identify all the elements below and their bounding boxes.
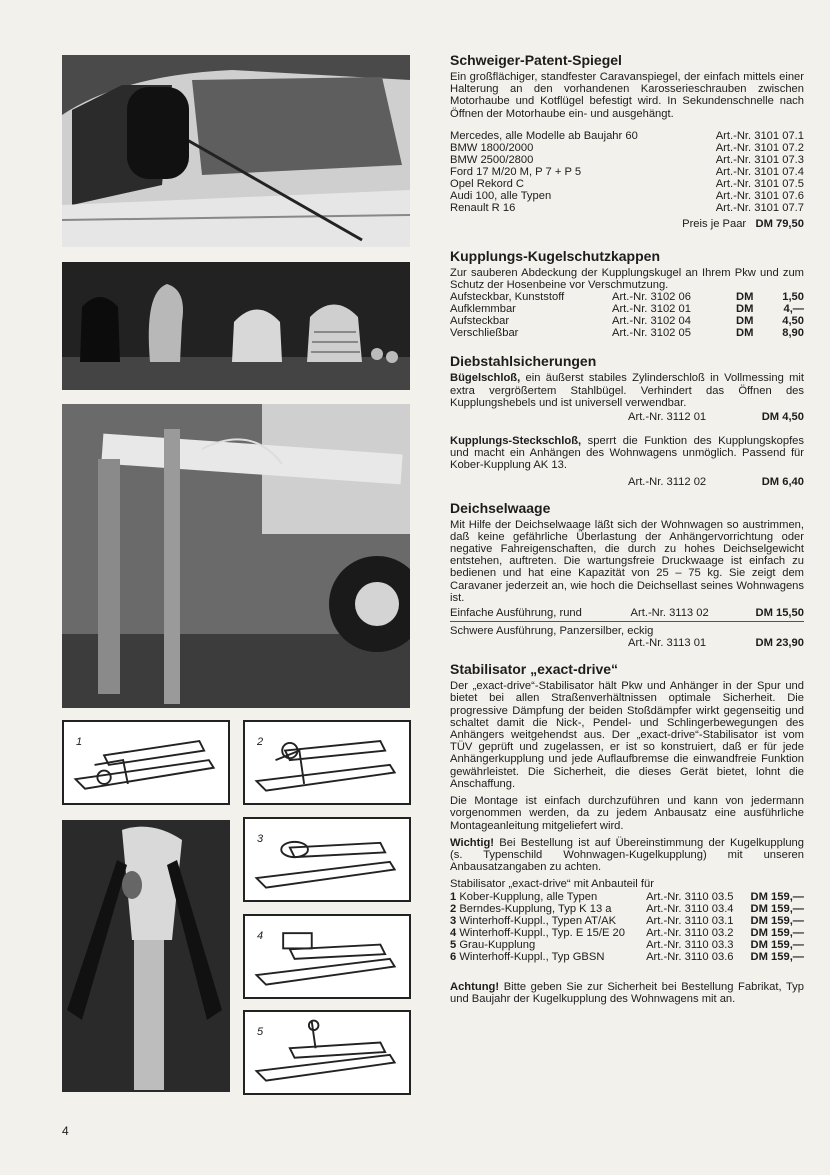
article-number: Art.-Nr. 3102 05	[611, 327, 691, 340]
diagram-5	[243, 1010, 411, 1095]
item-name: Winterhoff-Kuppl., Typ. E 15/E 20	[459, 926, 625, 939]
section-scale	[450, 500, 804, 650]
table-row	[450, 891, 804, 903]
price-value: DM 159,—	[750, 890, 804, 903]
price-value: DM 159,—	[750, 902, 804, 915]
item-number: 6	[450, 950, 457, 963]
table-row	[450, 291, 804, 303]
article-number: Art.-Nr. 3102 06	[611, 291, 691, 304]
article-number: Art.-Nr. 3101 07.7	[715, 201, 804, 214]
diagram-number: 3	[257, 833, 264, 845]
diagram-1	[62, 720, 230, 805]
price-value: 1,50	[782, 291, 804, 304]
price-row	[450, 476, 804, 488]
section-text: Mit Hilfe der Deichselwaage läßt sich der Wohnwagen so austrimmen, daß keine gefährliche Überlastung der Anhängervorrichtung oder negative Fahreigenschaften, die durch zu hohes Deichselgewicht entstehen, auftreten. Die wartungsfreie Druckwaage ist einfach zu bedienen und hat eine Kapazität von 25 – 75 kg. Sie zeigt dem Caravaner jederzeit an, wie hoch die Deichsellast seines Wohnwagens ist.	[450, 518, 804, 604]
price-value: DM 79,50	[755, 217, 804, 230]
table-row	[450, 303, 804, 315]
article-number: Art.-Nr. 3110 03.5	[646, 890, 734, 903]
price-value: DM 159,—	[750, 950, 804, 963]
section-title: Diebstahlsicherungen	[450, 353, 597, 370]
photo-stabilizer	[62, 820, 230, 1092]
diagram-number: 4	[257, 930, 264, 942]
model-name: Ford 17 M/20 M, P 7 + P 5	[450, 165, 582, 178]
price-row	[450, 637, 804, 649]
model-name: BMW 1800/2000	[450, 141, 534, 154]
price-value: DM 15,50	[755, 607, 804, 620]
table-row	[450, 637, 804, 649]
table-row	[450, 154, 804, 166]
item-name: Einfache Ausführung, rund	[450, 607, 582, 620]
price-value: 4,50	[782, 315, 804, 328]
section-stabilizer	[450, 661, 804, 1005]
price-value: 8,90	[782, 327, 804, 340]
model-name: Audi 100, alle Typen	[450, 189, 552, 202]
attention-text: Bitte geben Sie zur Sicherheit bei Bestellung Fabrikat, Typ und Baujahr der Kugelkupplung des Wohnwagens mit an.	[450, 980, 804, 1005]
text-column	[450, 52, 804, 1015]
price-row	[450, 607, 804, 619]
table-row	[450, 476, 804, 488]
item-name: Aufsteckbar	[450, 315, 510, 328]
diagram-4	[243, 914, 411, 999]
price-value: DM 4,50	[761, 411, 804, 424]
table-row	[450, 607, 804, 619]
table-row	[450, 327, 804, 339]
section-caps	[450, 248, 804, 339]
diagram-number: 1	[76, 736, 83, 748]
item-number: 4	[450, 926, 457, 939]
item-name: Aufsteckbar, Kunststoff	[450, 291, 565, 304]
section-text: Zur sauberen Abdeckung der Kupplungskugel an Ihrem Pkw und zum Schutz der Hosenbeine vor Verschmutzung.	[450, 267, 804, 292]
diagram-number: 5	[257, 1026, 264, 1038]
item-name: Winterhoff-Kuppl., Typen AT/AK	[459, 914, 617, 927]
price-value: DM 23,90	[755, 637, 804, 650]
article-number: Art.-Nr. 3101 07.3	[715, 153, 804, 166]
section-title: Schweiger-Patent-Spiegel	[450, 52, 622, 68]
article-number: Art.-Nr. 3113 02	[630, 607, 709, 620]
article-number: Art.-Nr. 3102 01	[611, 303, 691, 316]
model-table	[450, 130, 804, 214]
price-value: 4,—	[783, 303, 804, 316]
table-row	[450, 178, 804, 190]
table-row	[450, 951, 804, 963]
article-number: Art.-Nr. 3110 03.6	[646, 950, 734, 963]
stabilizer-table	[450, 891, 804, 963]
item-block	[450, 621, 804, 649]
article-number: Art.-Nr. 3113 01	[628, 637, 707, 650]
article-number: Art.-Nr. 3110 03.4	[646, 902, 734, 915]
price-value: DM 6,40	[761, 475, 804, 488]
price-label: Preis je Paar	[682, 217, 747, 230]
model-name: BMW 2500/2800	[450, 153, 534, 166]
currency: DM	[736, 303, 754, 316]
table-row	[450, 927, 804, 939]
currency: DM	[736, 327, 754, 340]
item-text: sperrt die Funktion des Kupplungskopfes und macht ein Anhängen des Wohnwagens unmöglich. Passend für Kober-Kupplung AK 13.	[450, 435, 804, 472]
item-name: Berndes-Kupplung, Typ K 13 a	[459, 902, 612, 915]
item-name: Aufklemmbar	[450, 303, 516, 316]
table-row	[450, 315, 804, 327]
item-name: Grau-Kupplung	[459, 938, 536, 951]
section-title: Kupplungs-Kugelschutzkappen	[450, 248, 660, 265]
list-intro: Stabilisator „exact-drive“ mit Anbauteil für	[450, 878, 654, 891]
article-number: Art.-Nr. 3112 02	[628, 475, 707, 488]
table-row	[450, 915, 804, 927]
price-line	[450, 218, 804, 230]
article-number: Art.-Nr. 3112 01	[628, 411, 707, 424]
note-text: Bei Bestellung ist auf Übereinstimmung der Kugelkupplung (s. Typenschild Wohnwagen-Kugelkupplung) mit unseren Anbausatzangaben zu achten.	[450, 836, 804, 874]
price-row	[450, 411, 804, 423]
photo-ball-caps	[62, 262, 410, 390]
section-text	[450, 372, 804, 409]
table-row	[450, 903, 804, 915]
diagram-number: 2	[257, 736, 264, 748]
table-row	[450, 130, 804, 142]
item-name: Kober-Kupplung, alle Typen	[459, 890, 598, 903]
item-name: Kupplungs-Steckschloß,	[450, 435, 582, 448]
article-number: Art.-Nr. 3110 03.3	[646, 938, 734, 951]
caps-table	[450, 291, 804, 339]
article-number: Art.-Nr. 3101 07.6	[715, 189, 804, 202]
article-number: Art.-Nr. 3101 07.5	[715, 177, 804, 190]
article-number: Art.-Nr. 3110 03.2	[646, 926, 734, 939]
section-text: Die Montage ist einfach durchzuführen und kann von jedermann vorgenommen werden, da zu jedem Anbausatz eine ausführliche Montageanleitung mitgeliefert wird.	[450, 795, 804, 832]
section-title: Deichselwaage	[450, 499, 551, 516]
item-number: 5	[450, 938, 457, 951]
price-value: DM 159,—	[750, 914, 804, 927]
model-name: Mercedes, alle Modelle ab Baujahr 60	[450, 129, 638, 142]
article-number: Art.-Nr. 3102 04	[611, 315, 691, 328]
currency: DM	[736, 315, 754, 328]
item-number: 2	[450, 902, 457, 915]
section-text: Ein großflächiger, standfester Caravanspiegel, der einfach mittels einer Halterung an den vorhandenen Karosserieschrauben zwischen Motorhaube und Kotflügel befestigt wird. In Sekundenschnelle nach Öffnen der Motorhaube ein- und ausgehängt.	[450, 71, 804, 120]
item-name: Bügelschloß,	[450, 372, 521, 385]
note	[450, 837, 804, 874]
section-title: Stabilisator „exact-drive“	[450, 661, 619, 678]
price-value: DM 159,—	[750, 926, 804, 939]
item-name: Schwere Ausführung, Panzersilber, eckig	[450, 625, 654, 638]
table-row	[450, 142, 804, 154]
item-name: Winterhoff-Kuppl., Typ GBSN	[459, 950, 605, 963]
item-number: 3	[450, 914, 457, 927]
table-row	[450, 411, 804, 423]
model-name: Renault R 16	[450, 201, 516, 214]
article-number: Art.-Nr. 3101 07.4	[715, 165, 804, 178]
section-text: Der „exact-drive“-Stabilisator hält Pkw und Anhänger in der Spur und bietet bei allen Straßenverhältnissen optimale Sicherheit. Die progressive Dämpfung der beiden Stoßdämpfer wirkt gegenseitig und schaltet damit die Nick-, Pendel- und Schlingerbewegungen des Anhängers weitgehendst aus. Der „exact-drive“-Stabilisator ist vom TÜV geprüft und zugelassen, er ist so konstruiert, daß er für jede Anhängerkupplung und jede Auflaufbremse die einwandfreie Funktion gewährleistet. Die Sicherheit, die dieses Gerät bietet, lohnt die Anschaffung.	[450, 680, 804, 790]
item-text: ein äußerst stabiles Zylinderschloß in Vollmessing mit extra vergrößertem Stahlbügel. Verhindert das Öffnen des Kupplungshebels und ist universell verwendbar.	[450, 372, 804, 409]
table-row	[450, 939, 804, 951]
item-name: Verschließbar	[450, 327, 519, 340]
section-theft	[450, 353, 804, 487]
attention-label: Achtung!	[450, 980, 500, 993]
photo-drawbar-scale	[62, 404, 410, 708]
section-mirror	[450, 52, 804, 230]
article-number: Art.-Nr. 3110 03.1	[646, 914, 734, 927]
currency: DM	[736, 291, 754, 304]
note-label: Wichtig!	[450, 836, 495, 849]
section-text	[450, 435, 804, 472]
page-number: 4	[62, 1124, 69, 1138]
item-number: 1	[450, 890, 457, 903]
diagram-2	[243, 720, 411, 805]
table-row	[450, 202, 804, 214]
price-value: DM 159,—	[750, 938, 804, 951]
table-row	[450, 190, 804, 202]
model-name: Opel Rekord C	[450, 177, 524, 190]
attention-note	[450, 981, 804, 1005]
photo-car-mirror	[62, 55, 410, 247]
article-number: Art.-Nr. 3101 07.2	[715, 141, 804, 154]
diagram-3	[243, 817, 411, 902]
table-row	[450, 166, 804, 178]
article-number: Art.-Nr. 3101 07.1	[715, 129, 804, 142]
